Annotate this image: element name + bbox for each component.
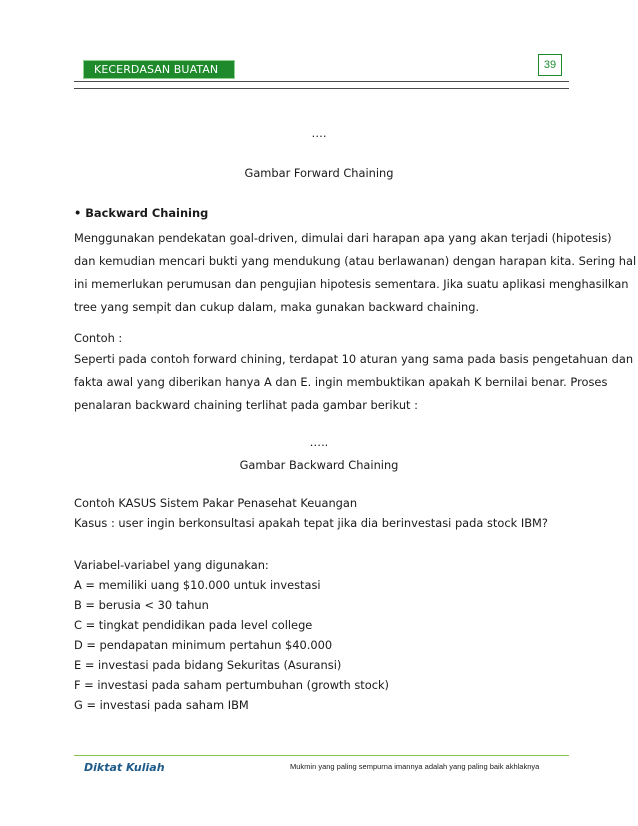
header-rule-bottom <box>74 88 569 89</box>
variable-item: F = investasi pada saham pertumbuhan (growth stock) <box>74 678 390 692</box>
page-number: 39 <box>538 54 562 76</box>
figure-caption-backward: Gambar Backward Chaining <box>239 458 399 472</box>
case-text: Kasus : user ingin berkonsultasi apakah tepat jika dia berinvestasi pada stock IBM? <box>74 516 548 530</box>
footer-rule <box>74 755 569 756</box>
variable-item: D = pendapatan minimum pertahun $40.000 <box>74 638 333 652</box>
contoh-label: Contoh : <box>74 331 123 345</box>
paragraph1-line: ini memerlukan perumusan dan pengujian hipotesis sementara. Jika suatu aplikasi menghasilkan <box>74 277 629 291</box>
paragraph1-line: Menggunakan pendekatan goal-driven, dimulai dari harapan apa yang akan terjadi (hipotesis) <box>74 231 612 245</box>
header-title: KECERDASAN BUATAN <box>83 60 235 79</box>
figure-placeholder-backward: ….. <box>309 435 329 449</box>
variable-item: B = berusia < 30 tahun <box>74 598 209 612</box>
footer-left-text: Diktat Kuliah <box>84 761 165 774</box>
footer-right-text: Mukmin yang paling sempurna imannya adalah yang paling baik akhlaknya <box>290 762 540 771</box>
variable-item: E = investasi pada bidang Sekuritas (Asuransi) <box>74 658 342 672</box>
variable-item: G = investasi pada saham IBM <box>74 698 249 712</box>
variable-item: A = memiliki uang $10.000 untuk investasi <box>74 578 321 592</box>
paragraph1-line: dan kemudian mencari bukti yang mendukung (atau berlawanan) dengan harapan kita. Sering hal <box>74 254 637 268</box>
header-rule-top <box>74 81 569 82</box>
paragraph2-line: Seperti pada contoh forward chining, terdapat 10 aturan yang sama pada basis pengetahuan dan <box>74 352 634 366</box>
variables-heading: Variabel-variabel yang digunakan: <box>74 558 269 572</box>
variable-item: C = tingkat pendidikan pada level college <box>74 618 313 632</box>
section-heading: • Backward Chaining <box>74 206 209 220</box>
paragraph2-line: fakta awal yang diberikan hanya A dan E. ingin membuktikan apakah K bernilai benar. Proses <box>74 375 608 389</box>
figure-placeholder-forward: …. <box>311 126 327 140</box>
paragraph2-line: penalaran backward chaining terlihat pada gambar berikut : <box>74 398 418 412</box>
figure-caption-forward: Gambar Forward Chaining <box>244 166 394 180</box>
case-title: Contoh KASUS Sistem Pakar Penasehat Keuangan <box>74 496 358 510</box>
paragraph1-line: tree yang sempit dan cukup dalam, maka gunakan backward chaining. <box>74 300 480 314</box>
